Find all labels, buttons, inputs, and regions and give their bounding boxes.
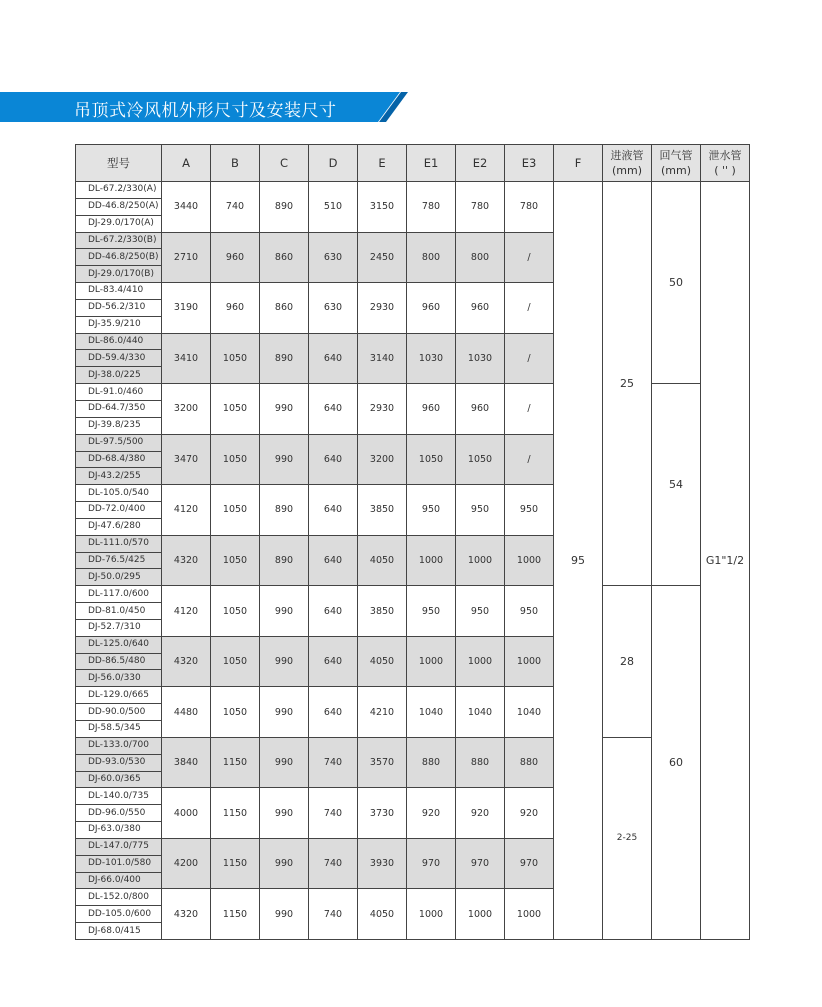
dim-e-cell: 2930 <box>358 384 407 435</box>
dim-e1-cell: 1000 <box>407 636 456 687</box>
dim-e2-cell: 1050 <box>456 434 505 485</box>
model-cell: DJ-66.0/400 <box>76 872 162 889</box>
dim-e-cell: 3930 <box>358 838 407 889</box>
f-value-cell: 95 <box>554 182 603 940</box>
section-title: 吊顶式冷风机外形尺寸及安装尺寸 <box>74 101 337 121</box>
model-cell: DL-83.4/410 <box>76 283 162 300</box>
dim-b-cell: 1150 <box>211 889 260 940</box>
dim-a-cell: 3470 <box>162 434 211 485</box>
dim-e2-cell: 1030 <box>456 333 505 384</box>
model-cell: DL-67.2/330(B) <box>76 232 162 249</box>
dim-e2-cell: 950 <box>456 586 505 637</box>
dim-e2-cell: 1000 <box>456 636 505 687</box>
dim-e2-cell: 1040 <box>456 687 505 738</box>
return-pipe-cell: 60 <box>652 586 701 940</box>
model-cell: DJ-52.7/310 <box>76 619 162 636</box>
header-inlet-unit: (mm) <box>611 164 642 177</box>
dim-d-cell: 740 <box>309 737 358 788</box>
dim-b-cell: 740 <box>211 182 260 233</box>
header-inlet <box>603 145 652 182</box>
inlet-pipe-cell: 25 <box>603 182 652 586</box>
drain-pipe-cell: G1"1/2 <box>701 182 750 940</box>
dim-e1-cell: 950 <box>407 485 456 536</box>
header-drain <box>701 145 750 182</box>
model-cell: DJ-29.0/170(B) <box>76 266 162 283</box>
model-cell: DL-117.0/600 <box>76 586 162 603</box>
spec-table <box>75 144 750 940</box>
dim-e-cell: 3850 <box>358 485 407 536</box>
dim-a-cell: 4320 <box>162 889 211 940</box>
dim-e-cell: 4050 <box>358 535 407 586</box>
dim-e3-cell: 920 <box>505 788 554 839</box>
model-cell: DD-76.5/425 <box>76 552 162 569</box>
dim-c-cell: 990 <box>260 384 309 435</box>
dim-e3-cell: / <box>505 384 554 435</box>
dim-e-cell: 3200 <box>358 434 407 485</box>
header-drain-unit: ( '' ) <box>714 164 736 177</box>
dim-e1-cell: 1040 <box>407 687 456 738</box>
model-cell: DJ-68.0/415 <box>76 923 162 940</box>
model-cell: DD-68.4/380 <box>76 451 162 468</box>
header-a: A <box>162 145 211 182</box>
dim-a-cell: 4320 <box>162 636 211 687</box>
dim-e3-cell: 970 <box>505 838 554 889</box>
dim-d-cell: 510 <box>309 182 358 233</box>
model-cell: DL-147.0/775 <box>76 838 162 855</box>
dim-e2-cell: 1000 <box>456 535 505 586</box>
dim-e2-cell: 960 <box>456 384 505 435</box>
header-drain-label: 泄水管 <box>708 149 742 162</box>
dim-e3-cell: 780 <box>505 182 554 233</box>
header-e: E <box>358 145 407 182</box>
dim-e1-cell: 950 <box>407 586 456 637</box>
dim-c-cell: 990 <box>260 434 309 485</box>
model-cell: DD-56.2/310 <box>76 299 162 316</box>
model-cell: DD-101.0/580 <box>76 855 162 872</box>
dim-a-cell: 3440 <box>162 182 211 233</box>
dim-c-cell: 990 <box>260 636 309 687</box>
dim-c-cell: 990 <box>260 889 309 940</box>
dim-e3-cell: 1000 <box>505 889 554 940</box>
dim-c-cell: 990 <box>260 687 309 738</box>
dim-e2-cell: 800 <box>456 232 505 283</box>
dim-a-cell: 4120 <box>162 485 211 536</box>
dim-e1-cell: 780 <box>407 182 456 233</box>
dim-b-cell: 1150 <box>211 838 260 889</box>
dim-e1-cell: 800 <box>407 232 456 283</box>
dim-a-cell: 4120 <box>162 586 211 637</box>
dim-a-cell: 3410 <box>162 333 211 384</box>
header-return-label: 回气管 <box>659 149 693 162</box>
dim-a-cell: 2710 <box>162 232 211 283</box>
dim-e1-cell: 1030 <box>407 333 456 384</box>
model-cell: DJ-39.8/235 <box>76 417 162 434</box>
model-cell: DD-72.0/400 <box>76 502 162 519</box>
dim-b-cell: 960 <box>211 283 260 334</box>
dim-d-cell: 640 <box>309 333 358 384</box>
dim-e3-cell: 950 <box>505 485 554 536</box>
dim-a-cell: 4200 <box>162 838 211 889</box>
dim-e-cell: 4050 <box>358 889 407 940</box>
dim-e-cell: 3730 <box>358 788 407 839</box>
model-cell: DD-64.7/350 <box>76 400 162 417</box>
model-cell: DD-90.0/500 <box>76 704 162 721</box>
dim-c-cell: 860 <box>260 232 309 283</box>
dim-e1-cell: 960 <box>407 283 456 334</box>
dim-b-cell: 1050 <box>211 687 260 738</box>
dim-e-cell: 3850 <box>358 586 407 637</box>
dim-d-cell: 640 <box>309 687 358 738</box>
dim-c-cell: 990 <box>260 838 309 889</box>
dim-c-cell: 890 <box>260 182 309 233</box>
return-pipe-cell: 54 <box>652 384 701 586</box>
header-return-unit: (mm) <box>660 164 691 177</box>
model-cell: DJ-35.9/210 <box>76 316 162 333</box>
model-cell: DL-133.0/700 <box>76 737 162 754</box>
dim-b-cell: 960 <box>211 232 260 283</box>
model-cell: DJ-63.0/380 <box>76 822 162 839</box>
dim-e3-cell: 1000 <box>505 636 554 687</box>
dim-d-cell: 740 <box>309 838 358 889</box>
dim-e1-cell: 1050 <box>407 434 456 485</box>
model-cell: DL-129.0/665 <box>76 687 162 704</box>
dim-e3-cell: 880 <box>505 737 554 788</box>
table-row <box>76 182 750 199</box>
model-cell: DD-46.8/250(A) <box>76 198 162 215</box>
dim-d-cell: 640 <box>309 485 358 536</box>
dim-e1-cell: 920 <box>407 788 456 839</box>
model-cell: DJ-50.0/295 <box>76 569 162 586</box>
dim-e1-cell: 1000 <box>407 889 456 940</box>
model-cell: DD-86.5/480 <box>76 653 162 670</box>
header-model: 型号 <box>76 145 162 182</box>
dim-d-cell: 740 <box>309 889 358 940</box>
dim-c-cell: 890 <box>260 535 309 586</box>
header-e2: E2 <box>456 145 505 182</box>
dim-e-cell: 3570 <box>358 737 407 788</box>
dim-e-cell: 3150 <box>358 182 407 233</box>
dim-e1-cell: 960 <box>407 384 456 435</box>
dim-b-cell: 1050 <box>211 535 260 586</box>
dim-a-cell: 3200 <box>162 384 211 435</box>
dim-d-cell: 640 <box>309 586 358 637</box>
dim-d-cell: 740 <box>309 788 358 839</box>
dim-e-cell: 4210 <box>358 687 407 738</box>
model-cell: DJ-29.0/170(A) <box>76 215 162 232</box>
dim-b-cell: 1050 <box>211 636 260 687</box>
dim-d-cell: 640 <box>309 384 358 435</box>
dim-e2-cell: 880 <box>456 737 505 788</box>
dim-b-cell: 1050 <box>211 586 260 637</box>
dim-e2-cell: 920 <box>456 788 505 839</box>
dim-b-cell: 1050 <box>211 434 260 485</box>
dim-c-cell: 860 <box>260 283 309 334</box>
header-e3: E3 <box>505 145 554 182</box>
dim-e3-cell: 950 <box>505 586 554 637</box>
model-cell: DJ-47.6/280 <box>76 518 162 535</box>
model-cell: DD-59.4/330 <box>76 350 162 367</box>
dim-e3-cell: 1000 <box>505 535 554 586</box>
dim-d-cell: 630 <box>309 283 358 334</box>
header-d: D <box>309 145 358 182</box>
return-pipe-cell: 50 <box>652 182 701 384</box>
dim-a-cell: 4480 <box>162 687 211 738</box>
model-cell: DL-125.0/640 <box>76 636 162 653</box>
header-c: C <box>260 145 309 182</box>
header-return <box>652 145 701 182</box>
table-row <box>76 737 750 754</box>
dim-c-cell: 990 <box>260 586 309 637</box>
dim-e1-cell: 880 <box>407 737 456 788</box>
dim-e2-cell: 960 <box>456 283 505 334</box>
model-cell: DJ-38.0/225 <box>76 367 162 384</box>
dim-c-cell: 990 <box>260 788 309 839</box>
dim-e-cell: 2930 <box>358 283 407 334</box>
model-cell: DD-105.0/600 <box>76 906 162 923</box>
dim-b-cell: 1050 <box>211 333 260 384</box>
dim-e-cell: 2450 <box>358 232 407 283</box>
dim-d-cell: 640 <box>309 434 358 485</box>
model-cell: DD-93.0/530 <box>76 754 162 771</box>
dim-a-cell: 3840 <box>162 737 211 788</box>
dim-b-cell: 1050 <box>211 384 260 435</box>
model-cell: DL-105.0/540 <box>76 485 162 502</box>
model-cell: DL-97.5/500 <box>76 434 162 451</box>
dim-d-cell: 640 <box>309 535 358 586</box>
dim-c-cell: 890 <box>260 333 309 384</box>
header-e1: E1 <box>407 145 456 182</box>
model-cell: DJ-43.2/255 <box>76 468 162 485</box>
model-cell: DJ-56.0/330 <box>76 670 162 687</box>
dim-b-cell: 1150 <box>211 737 260 788</box>
dim-c-cell: 990 <box>260 737 309 788</box>
dim-e-cell: 3140 <box>358 333 407 384</box>
dim-b-cell: 1050 <box>211 485 260 536</box>
model-cell: DL-111.0/570 <box>76 535 162 552</box>
model-cell: DJ-58.5/345 <box>76 721 162 738</box>
dim-a-cell: 4320 <box>162 535 211 586</box>
model-cell: DL-86.0/440 <box>76 333 162 350</box>
inlet-pipe-cell: 2-25 <box>603 737 652 939</box>
model-cell: DL-140.0/735 <box>76 788 162 805</box>
model-cell: DD-81.0/450 <box>76 603 162 620</box>
dim-e2-cell: 1000 <box>456 889 505 940</box>
header-f: F <box>554 145 603 182</box>
dim-e1-cell: 970 <box>407 838 456 889</box>
dim-e1-cell: 1000 <box>407 535 456 586</box>
model-cell: DD-46.8/250(B) <box>76 249 162 266</box>
dim-e3-cell: / <box>505 333 554 384</box>
dim-c-cell: 890 <box>260 485 309 536</box>
dim-e2-cell: 950 <box>456 485 505 536</box>
header-inlet-label: 进液管 <box>610 149 644 162</box>
dim-a-cell: 3190 <box>162 283 211 334</box>
table-row <box>76 586 750 603</box>
dim-d-cell: 630 <box>309 232 358 283</box>
dim-e3-cell: / <box>505 283 554 334</box>
header-b: B <box>211 145 260 182</box>
dim-e3-cell: / <box>505 232 554 283</box>
dim-e3-cell: 1040 <box>505 687 554 738</box>
inlet-pipe-cell: 28 <box>603 586 652 738</box>
model-cell: DL-91.0/460 <box>76 384 162 401</box>
model-cell: DL-152.0/800 <box>76 889 162 906</box>
dim-e2-cell: 970 <box>456 838 505 889</box>
dim-d-cell: 640 <box>309 636 358 687</box>
spec-body <box>76 182 750 940</box>
dim-e-cell: 4050 <box>358 636 407 687</box>
model-cell: DJ-60.0/365 <box>76 771 162 788</box>
dim-a-cell: 4000 <box>162 788 211 839</box>
dim-e3-cell: / <box>505 434 554 485</box>
model-cell: DD-96.0/550 <box>76 805 162 822</box>
header-row <box>76 145 750 182</box>
dim-b-cell: 1150 <box>211 788 260 839</box>
dim-e2-cell: 780 <box>456 182 505 233</box>
model-cell: DL-67.2/330(A) <box>76 182 162 199</box>
section-banner <box>0 92 410 122</box>
